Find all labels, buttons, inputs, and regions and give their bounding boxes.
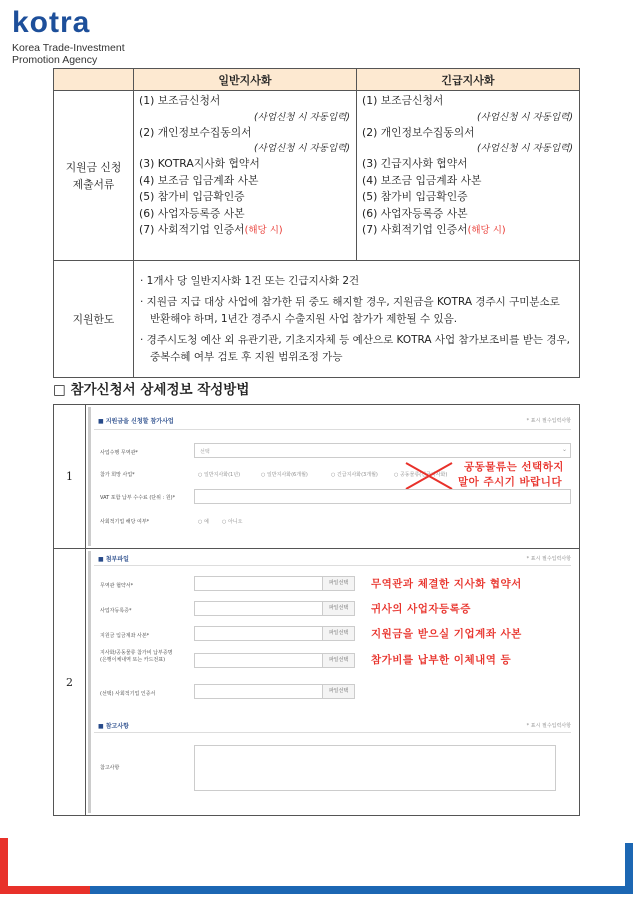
- list-item: (6) 사업자등록증 사본: [362, 206, 468, 220]
- file-label: 지원금 입금계좌 사본*: [100, 633, 150, 639]
- file-label: [100, 650, 184, 664]
- urgent-docs-list: [357, 91, 580, 261]
- row-head-documents: [54, 91, 134, 261]
- limit-bullet: · 경주시도청 예산 외 유관기관, 기초지자체 등 예산으로 KOTRA 사업 참가보조비를 받는 경우, 중복수혜 여부 검토 후 지원 범위조정 가능: [140, 333, 570, 363]
- list-item: (5) 참가비 입금확인증: [139, 190, 245, 203]
- radio-label: 긴급지사화(3개월): [336, 472, 378, 478]
- annotation-note: 참가비를 납부한 이체내역 등: [371, 654, 512, 666]
- field-label: VAT 포함 납부 수수료 (단위 : 원)*: [100, 495, 176, 501]
- radio-label: 일반지사화(6개월): [266, 472, 308, 478]
- radio-label: 예: [203, 519, 209, 525]
- radio-option-urgent-3m[interactable]: ○ 긴급지사화(3개월): [331, 472, 378, 478]
- file-label-sub: (은행이체내역 또는 카드전표): [100, 657, 166, 663]
- cross-out-icon: [404, 461, 454, 491]
- file-label: 사업자등록증*: [100, 608, 132, 614]
- list-item: (1) 보조금신청서: [139, 94, 221, 107]
- list-item: (2) 개인정보수집동의서: [362, 125, 475, 139]
- auto-input-note: (사업신청 시 자동입력): [476, 111, 573, 123]
- office-select[interactable]: [194, 443, 571, 458]
- list-item: (3) KOTRA지사화 협약서: [139, 157, 260, 170]
- logo-wordmark: kotra: [12, 6, 91, 39]
- list-item: (1) 보조금신청서: [362, 94, 444, 107]
- radio-option-yes[interactable]: ○ 예: [198, 519, 209, 525]
- radio-label: 아니오: [227, 519, 243, 525]
- divider: [94, 565, 571, 566]
- footer-blue-bar-vertical: [625, 843, 633, 894]
- list-item: [362, 222, 575, 240]
- radio-option-general-1y[interactable]: ○ 일반지사화(1년): [198, 472, 241, 478]
- fee-input[interactable]: [194, 489, 571, 504]
- field-label: 사업수행 무역관*: [100, 450, 138, 456]
- annotation-note: 무역관과 체결한 지사화 협약서: [371, 578, 522, 590]
- col-header-general: 일반지사화: [134, 69, 357, 91]
- chevron-down-icon: ⌄: [562, 446, 568, 453]
- logo-subtitle-2: Promotion Agency: [12, 54, 98, 66]
- row-head-line-2: 제출서류: [72, 177, 115, 191]
- radio-label: (긴급지사화): [419, 472, 448, 478]
- annotation-note: 공동물류는 선택하지: [464, 461, 564, 473]
- divider: [94, 732, 571, 733]
- radio-option-general-6m[interactable]: ○ 일반지사화(6개월): [261, 472, 308, 478]
- file-label: (선택) 사회적기업 인증서: [100, 691, 156, 697]
- list-item: (5) 참가비 입금확인증: [362, 190, 468, 203]
- office-select-value: 선택: [200, 449, 210, 455]
- list-item-text: (7) 사회적기업 인증서: [139, 223, 245, 236]
- list-item: (2) 개인정보수집동의서: [139, 125, 252, 139]
- list-item: (4) 보조금 입금계좌 사본: [362, 173, 482, 187]
- radio-option-no[interactable]: ○ 아니오: [222, 519, 243, 525]
- auto-input-note: (사업신청 시 자동입력): [253, 111, 350, 123]
- footer-blue-bar: [90, 886, 625, 894]
- notes-textarea[interactable]: [194, 745, 556, 791]
- file-select-button[interactable]: 파일선택: [322, 626, 355, 641]
- form-panel-attachments: [86, 549, 579, 815]
- auto-input-note: (사업신청 시 자동입력): [253, 143, 350, 154]
- auto-input-note: (사업신청 시 자동입력): [476, 143, 573, 154]
- footer-red-bar: [0, 886, 90, 894]
- required-note: * 표시 필수입력사항: [526, 723, 571, 729]
- file-path-box[interactable]: [194, 626, 324, 641]
- general-docs-list: [134, 91, 357, 261]
- file-path-box[interactable]: [194, 653, 324, 668]
- field-label: 참가 희망 사업*: [100, 472, 135, 478]
- annotation-note: 지원금을 받으실 기업계좌 사본: [371, 628, 522, 640]
- panel-title: ■ 첨부파일: [98, 556, 129, 563]
- list-item: (4) 보조금 입금계좌 사본: [139, 173, 259, 187]
- row-number: 1: [54, 405, 86, 549]
- panel-title: ■ 참고사항: [98, 723, 129, 730]
- list-item: (6) 사업자등록증 사본: [139, 206, 245, 220]
- file-select-button[interactable]: 파일선택: [322, 601, 355, 616]
- panel-title: ■ 지원금을 신청할 참가사업: [98, 418, 174, 425]
- limit-bullet: · 지원금 지급 대상 사업에 참가한 뒤 중도 해지할 경우, 지원금을 KOTRA 경주시 구미분소로 반환해야 하며, 1년간 경주시 수출지원 사업 참가가 제한될 수 있음.: [140, 295, 560, 325]
- conditional-note: (해당 시): [467, 225, 506, 236]
- file-select-button[interactable]: 파일선택: [322, 684, 355, 699]
- list-item-text: (7) 사회적기업 인증서: [362, 223, 468, 236]
- required-note: * 표시 필수입력사항: [526, 418, 571, 424]
- list-item: [139, 222, 352, 240]
- radio-label: 공동물류: [399, 472, 420, 478]
- annotation-note: 귀사의 사업자등록증: [371, 603, 471, 615]
- application-guide-table: [53, 404, 580, 816]
- file-select-button[interactable]: 파일선택: [322, 653, 355, 668]
- field-label: 사회적기업 해당 여부*: [100, 519, 150, 525]
- row-head-line-1: 지원금 신청: [65, 160, 122, 174]
- file-label-text: 지사화/공동물류 참가비 납부증명: [100, 650, 173, 656]
- kotra-logo: [12, 8, 125, 66]
- row-number: 2: [54, 549, 86, 816]
- field-label: 참고사항: [100, 765, 120, 771]
- file-path-box[interactable]: [194, 601, 324, 616]
- file-select-button[interactable]: 파일선택: [322, 576, 355, 591]
- file-path-box[interactable]: [194, 576, 324, 591]
- file-path-box[interactable]: [194, 684, 324, 699]
- radio-label: 일반지사화(1년): [203, 472, 241, 478]
- logo-subtitle-1: Korea Trade-Investment: [12, 42, 125, 54]
- scrollbar[interactable]: [88, 551, 91, 813]
- form-panel-participation: [86, 405, 579, 548]
- row-head-limit: 지원한도: [54, 261, 134, 378]
- file-label: 무역관 협약서*: [100, 583, 134, 589]
- conditional-note: (해당 시): [244, 225, 283, 236]
- col-header-urgent: 긴급지사화: [357, 69, 580, 91]
- support-limit-cell: [134, 261, 580, 378]
- radio-option-logistics[interactable]: ○ 공동물류(긴급지사화): [394, 472, 448, 478]
- requirements-table: [53, 68, 580, 378]
- required-note: * 표시 필수입력사항: [526, 556, 571, 562]
- divider: [94, 429, 571, 430]
- limit-bullet: · 1개사 당 일반지사화 1건 또는 긴급지사화 2건: [140, 274, 360, 287]
- annotation-note: 말아 주시기 바랍니다: [458, 476, 563, 488]
- scrollbar[interactable]: [88, 407, 91, 546]
- section-title: □ 참가신청서 상세정보 작성방법: [53, 382, 250, 398]
- list-item: (3) 긴급지사화 협약서: [362, 157, 468, 170]
- corner-cell: [54, 69, 134, 91]
